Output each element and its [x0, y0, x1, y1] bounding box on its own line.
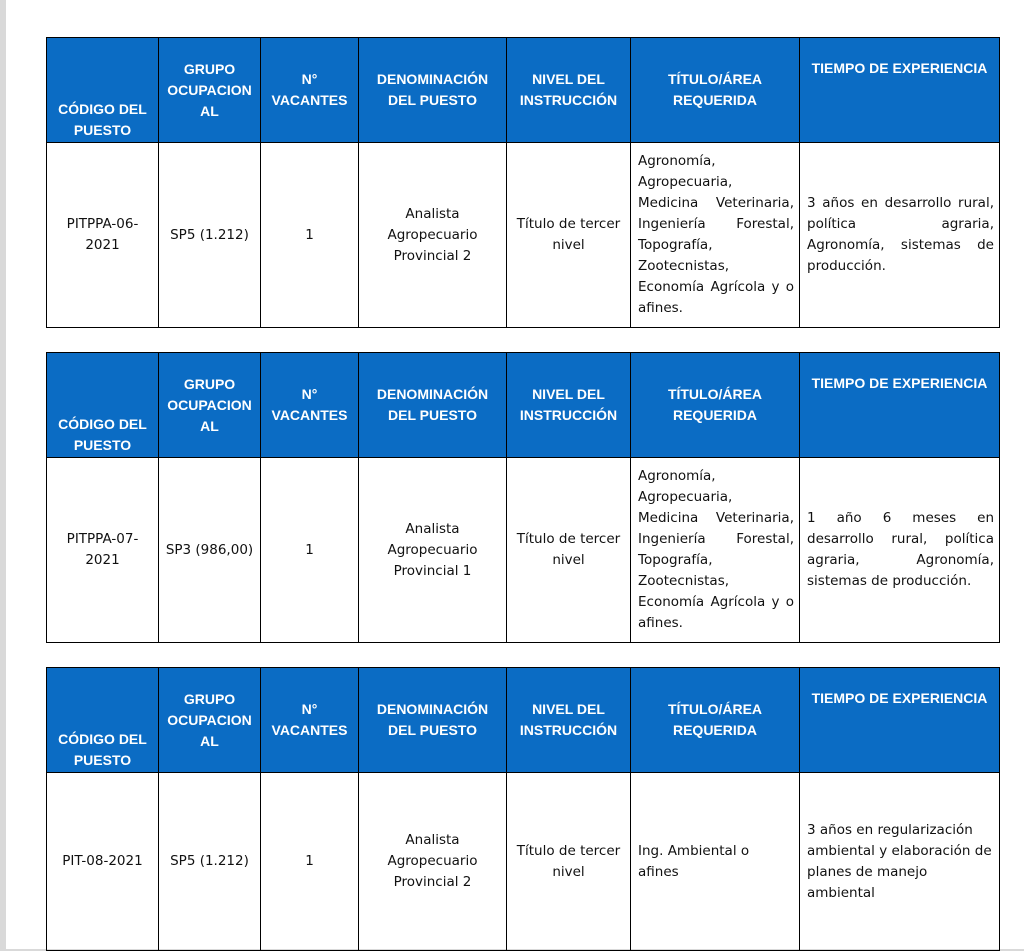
header-row — [47, 353, 1000, 458]
table-row — [47, 458, 1000, 643]
header-tiempo: TIEMPO DE EXPERIENCIA — [800, 668, 1000, 773]
header-tiempo: TIEMPO DE EXPERIENCIA — [800, 353, 1000, 458]
position-table-1 — [46, 37, 1000, 328]
header-titulo: TÍTULO/ÁREA REQUERIDA — [631, 353, 800, 458]
header-vacantes: N° VACANTES — [261, 38, 359, 143]
header-nivel: NIVEL DEL INSTRUCCIÓN — [507, 38, 631, 143]
cell-tiempo: 3 años en regularización ambiental y elaboración de planes de manejo ambiental — [800, 773, 1000, 951]
header-nivel: NIVEL DEL INSTRUCCIÓN — [507, 668, 631, 773]
header-titulo: TÍTULO/ÁREA REQUERIDA — [631, 668, 800, 773]
cell-vacantes: 1 — [261, 458, 359, 643]
cell-denominacion: Analista Agropecuario Provincial 1 — [359, 458, 507, 643]
cell-nivel: Título de tercer nivel — [507, 773, 631, 951]
cell-grupo: SP5 (1.212) — [159, 143, 261, 328]
header-vacantes: N° VACANTES — [261, 353, 359, 458]
cell-vacantes: 1 — [261, 773, 359, 951]
document-page — [6, 0, 1024, 949]
header-denominacion: DENOMINACIÓN DEL PUESTO — [359, 353, 507, 458]
table-row — [47, 773, 1000, 951]
position-table-3 — [46, 667, 1000, 951]
header-denominacion: DENOMINACIÓN DEL PUESTO — [359, 668, 507, 773]
header-denominacion: DENOMINACIÓN DEL PUESTO — [359, 38, 507, 143]
cell-denominacion: Analista Agropecuario Provincial 2 — [359, 143, 507, 328]
cell-codigo: PITPPA-06-2021 — [47, 143, 159, 328]
header-row — [47, 38, 1000, 143]
cell-tiempo: 1 año 6 meses en desarrollo rural, política agraria, Agronomía, sistemas de producción. — [800, 458, 1000, 643]
header-grupo: GRUPO OCUPACION AL — [159, 38, 261, 143]
cell-vacantes: 1 — [261, 143, 359, 328]
header-codigo: CÓDIGO DEL PUESTO — [47, 38, 159, 143]
table-row — [47, 143, 1000, 328]
cell-nivel: Título de tercer nivel — [507, 458, 631, 643]
header-tiempo: TIEMPO DE EXPERIENCIA — [800, 38, 1000, 143]
header-titulo: TÍTULO/ÁREA REQUERIDA — [631, 38, 800, 143]
cell-tiempo: 3 años en desarrollo rural, política agraria, Agronomía, sistemas de producción. — [800, 143, 1000, 328]
header-codigo: CÓDIGO DEL PUESTO — [47, 668, 159, 773]
position-table-2 — [46, 352, 1000, 643]
cell-nivel: Título de tercer nivel — [507, 143, 631, 328]
cell-titulo: Agronomía, Agropecuaria, Medicina Veterinaria, Ingeniería Forestal, Topografía, Zootecnistas, Economía Agrícola y o afines. — [631, 143, 800, 328]
cell-codigo: PITPPA-07-2021 — [47, 458, 159, 643]
cell-grupo: SP3 (986,00) — [159, 458, 261, 643]
header-nivel: NIVEL DEL INSTRUCCIÓN — [507, 353, 631, 458]
cell-grupo: SP5 (1.212) — [159, 773, 261, 951]
header-grupo: GRUPO OCUPACION AL — [159, 668, 261, 773]
cell-titulo: Agronomía, Agropecuaria, Medicina Veterinaria, Ingeniería Forestal, Topografía, Zootecnistas, Economía Agrícola y o afines. — [631, 458, 800, 643]
header-grupo: GRUPO OCUPACION AL — [159, 353, 261, 458]
cell-codigo: PIT-08-2021 — [47, 773, 159, 951]
cell-denominacion: Analista Agropecuario Provincial 2 — [359, 773, 507, 951]
header-codigo: CÓDIGO DEL PUESTO — [47, 353, 159, 458]
cell-titulo: Ing. Ambiental o afines — [631, 773, 800, 951]
header-vacantes: N° VACANTES — [261, 668, 359, 773]
header-row — [47, 668, 1000, 773]
